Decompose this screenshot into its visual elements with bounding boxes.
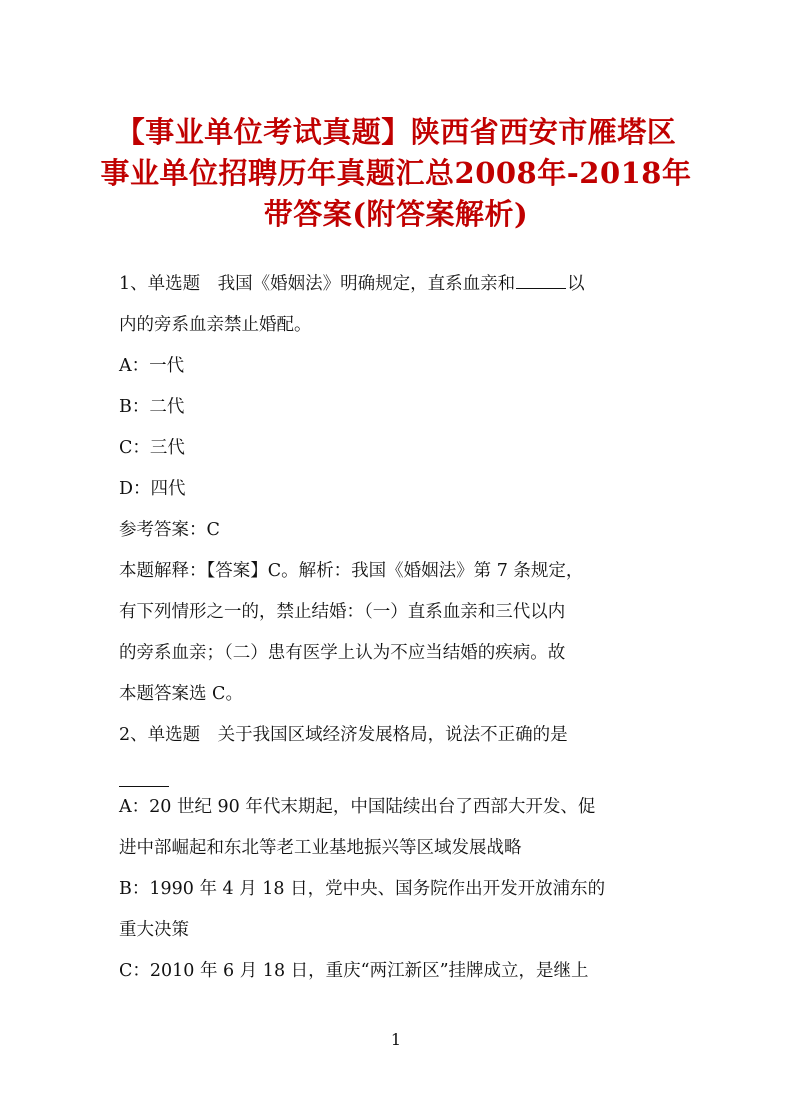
question-2-option-b-line-2: 重大决策 <box>119 920 189 940</box>
title-line-1: 【事业单位考试真题】陕西省西安市雁塔区 <box>115 115 677 149</box>
title-line-2: 事业单位招聘历年真题汇总2008年-2018年 <box>100 156 692 190</box>
question-1-option-b: B：二代 <box>119 397 185 417</box>
answer-blank <box>119 756 169 787</box>
question-2-option-a-line-1: A：20 世纪 90 年代末期起，中国陆续出台了西部大开发、促 <box>119 797 596 817</box>
question-1-option-a: A：一代 <box>119 356 185 376</box>
question-1-stem-continued: 内的旁系血亲禁止婚配。 <box>119 315 312 335</box>
question-1-explanation-line-4: 本题答案选 C。 <box>119 684 243 704</box>
page-number: 1 <box>390 1030 402 1049</box>
question-2-option-b-line-1: B：1990 年 4 月 18 日，党中央、国务院作出开发开放浦东的 <box>119 879 606 899</box>
question-2-stem: 2、单选题 关于我国区域经济发展格局，说法不正确的是 <box>119 725 568 745</box>
question-1-explanation-line-2: 有下列情形之一的，禁止结婚：（一）直系血亲和三代以内 <box>119 602 566 622</box>
answer-blank <box>516 270 566 289</box>
question-1-explanation-line-1: 本题解释：【答案】C。解析：我国《婚姻法》第 7 条规定， <box>119 561 584 581</box>
question-2-option-c-line-1: C：2010 年 6 月 18 日，重庆“两江新区”挂牌成立，是继上 <box>119 961 589 981</box>
question-1-option-c: C：三代 <box>119 438 185 458</box>
title-line-3: 带答案(附答案解析) <box>263 197 529 231</box>
document-body <box>119 264 675 992</box>
document-title <box>100 112 692 235</box>
question-1-explanation-line-3: 的旁系血亲；（二）患有医学上认为不应当结婚的疾病。故 <box>119 643 566 663</box>
question-1-option-d: D：四代 <box>119 479 186 499</box>
question-1-stem: 1、单选题 我国《婚姻法》明确规定，直系血亲和 以 <box>119 264 675 305</box>
question-2-option-a-line-2: 进中部崛起和东北等老工业基地振兴等区域发展战略 <box>119 838 522 858</box>
question-1-answer: 参考答案：C <box>119 520 220 540</box>
question-2-blank-line <box>119 756 675 787</box>
